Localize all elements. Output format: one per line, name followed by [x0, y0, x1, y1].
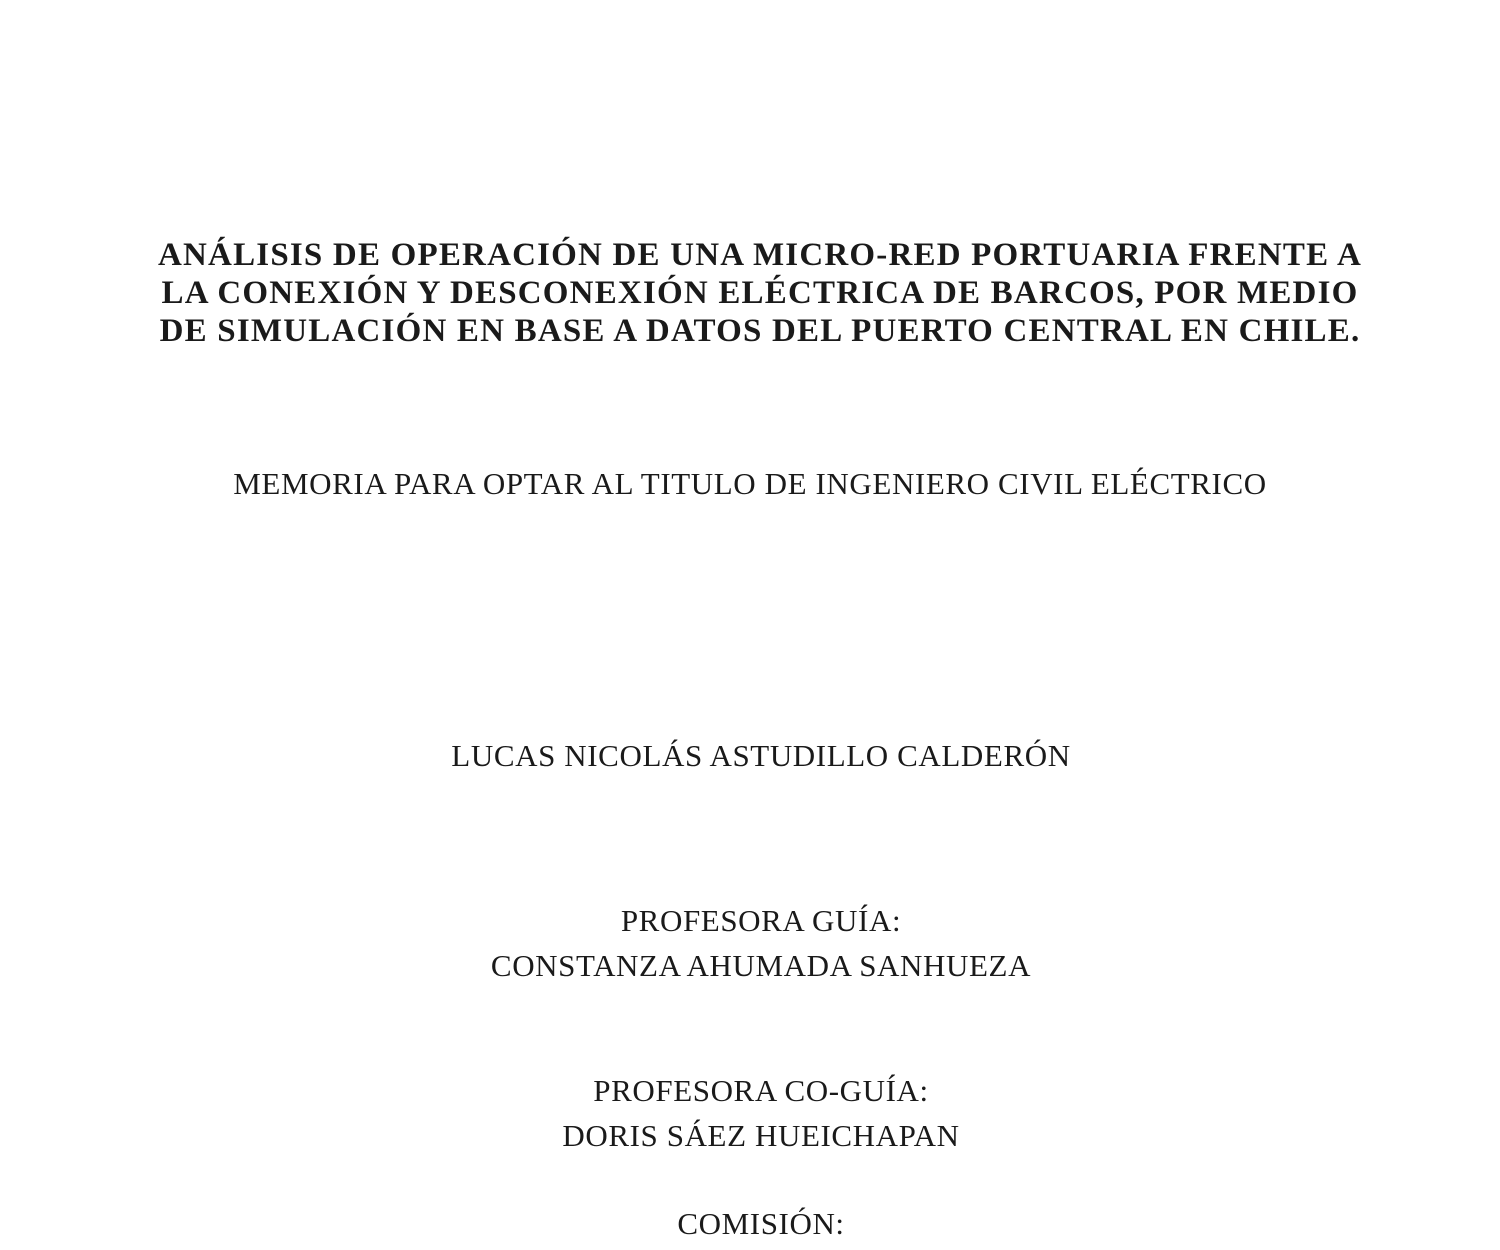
author-name: LUCAS NICOLÁS ASTUDILLO CALDERÓN	[451, 738, 1071, 773]
thesis-title	[100, 236, 1420, 350]
thesis-title-line: DE SIMULACIÓN EN BASE A DATOS DEL PUERTO CENTRAL EN CHILE.	[159, 313, 1361, 349]
guide-label: PROFESORA GUÍA:	[620, 903, 902, 938]
thesis-title-line: LA CONEXIÓN Y DESCONEXIÓN ELÉCTRICA DE BARCOS, POR MEDIO	[161, 275, 1359, 311]
coguide-name: DORIS SÁEZ HUEICHAPAN	[562, 1118, 960, 1153]
degree-statement: MEMORIA PARA OPTAR AL TITULO DE INGENIERO CIVIL ELÉCTRICO	[233, 466, 1267, 501]
thesis-title-line: ANÁLISIS DE OPERACIÓN DE UNA MICRO-RED PORTUARIA FRENTE A	[157, 237, 1363, 273]
commission-label: COMISIÓN:	[677, 1206, 845, 1241]
coguide-label: PROFESORA CO-GUÍA:	[593, 1073, 929, 1108]
guide-name: CONSTANZA AHUMADA SANHUEZA	[490, 948, 1032, 983]
